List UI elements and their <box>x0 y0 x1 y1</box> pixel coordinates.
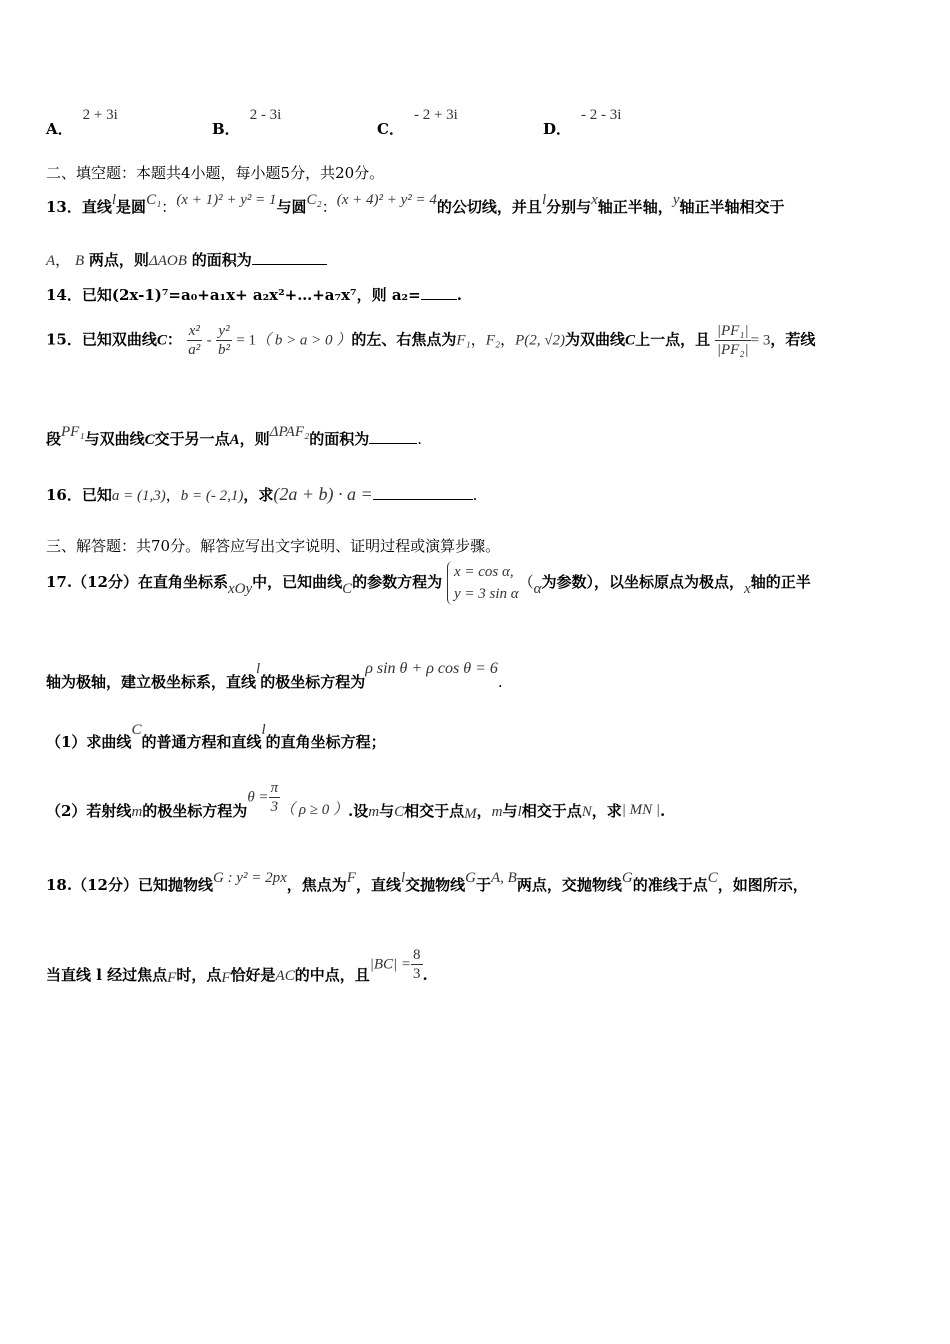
q18-l: l <box>400 870 406 886</box>
q14-answer-blank[interactable] <box>421 298 457 300</box>
option-d-label: D． <box>543 120 572 138</box>
q17-part-2 <box>46 779 666 822</box>
q17-text: 的极坐标方程为 <box>260 673 366 691</box>
q18-bc: |BC| = <box>369 956 412 973</box>
q15-num1: x² <box>188 323 200 339</box>
q17-text: （1）求曲线 <box>46 733 132 751</box>
q13-text: 轴正半轴相交于 <box>679 198 785 216</box>
q18-f: F <box>167 969 177 986</box>
q18-eight-thirds <box>411 946 423 983</box>
q17-theta: θ = <box>247 789 269 806</box>
q13-l: l <box>111 192 117 208</box>
q15-den1: a² <box>188 342 201 358</box>
q17-sys1: x = cos α, <box>453 564 514 580</box>
q17-text: 的参数方程为 <box>352 573 443 591</box>
q15-line-2 <box>46 424 423 449</box>
q17-text: 与 <box>379 801 395 820</box>
q15-text: ，则 <box>239 430 270 448</box>
q18-text: 交抛物线 <box>405 876 466 894</box>
q13-text: 的公切线，并且 <box>436 198 542 216</box>
q15-answer-blank[interactable] <box>369 442 417 444</box>
q15-eq1: = 1 <box>236 332 257 349</box>
q15-f2: F₂ <box>485 332 501 349</box>
q15-text: ，若线 <box>770 330 816 349</box>
q18-g: G <box>621 870 633 886</box>
q13-x: x <box>591 192 598 208</box>
q17-m: m <box>368 803 380 820</box>
q17-point-m: M <box>464 805 477 822</box>
q17-text: 相交于点 <box>404 801 465 820</box>
q17-part-1 <box>46 718 386 751</box>
q15-text: 交于另一点 <box>154 430 230 448</box>
q18-text: 两点，交抛物线 <box>516 876 622 894</box>
q15-text: 上一点，且 <box>635 330 711 349</box>
q16-end: . <box>472 486 478 504</box>
q17-text: ，求 <box>591 801 622 820</box>
q18-text: 的中点，且 <box>294 965 370 984</box>
q14-end: . <box>456 286 462 304</box>
q14-text: 14．已知(2x-1)⁷=a₀+a₁x+ a₂x²+…+a₇x⁷，则 a₂= <box>46 286 421 304</box>
q14-line <box>46 284 462 305</box>
q15-text: ， <box>470 330 486 349</box>
q17-line-2 <box>46 657 503 691</box>
option-d <box>543 103 622 138</box>
q15-text: 的面积为 <box>309 430 370 448</box>
q17-text: 与 <box>502 801 518 820</box>
q13-text: 轴正半轴， <box>597 198 673 216</box>
q18-text: 当直线 l 经过焦点 <box>46 965 168 984</box>
q18-ab: A, B <box>491 870 517 886</box>
q15-frac-x <box>187 322 202 359</box>
q13-y: y <box>672 192 680 208</box>
q13-l: l <box>541 192 547 208</box>
q17-text: ， <box>476 801 492 820</box>
q15-ratio-den: |PF₂| <box>716 342 749 358</box>
q13-text: ： <box>321 198 337 216</box>
q17-text: （ <box>518 573 534 591</box>
q18-text: 于 <box>475 876 491 894</box>
q13-text: 两点，则 <box>88 251 149 269</box>
option-a <box>46 103 118 138</box>
q18-text: 18.（12分）已知抛物线 <box>46 876 213 894</box>
q15-ratio <box>715 322 751 359</box>
q15-text: ： <box>166 330 182 349</box>
q13-line-1 <box>46 192 785 217</box>
q17-end: . <box>497 673 503 691</box>
q15-point-p: P(2, √2) <box>515 332 566 349</box>
q16-vector-b: b = (- 2,1) <box>180 488 244 504</box>
q13-point-a: A <box>46 253 56 269</box>
q13-text: 与圆 <box>276 198 307 216</box>
option-c-expr: - 2 + 3i <box>413 107 458 123</box>
q17-m: m <box>131 803 143 820</box>
q18-f: F <box>221 969 231 986</box>
q15-f1: F₁ <box>456 332 471 349</box>
q15-text: 的左、右焦点为 <box>351 330 457 349</box>
q15-c: C <box>156 332 167 349</box>
q13-c2: C₂ <box>306 192 322 208</box>
q16-line <box>46 484 477 505</box>
q17-text: 的直角坐标方程； <box>265 733 386 751</box>
q15-line-1 <box>46 322 815 359</box>
q16-text: 16．已知 <box>46 486 112 504</box>
q17-text: 为参数），以坐标原点为极点， <box>541 573 745 591</box>
q17-sys2: y = 3 sin α <box>453 586 519 602</box>
q15-den2: b² <box>217 342 230 358</box>
option-c-label: C． <box>377 120 404 138</box>
q13-eq2: (x + 4)² + y² = 4 <box>336 192 437 208</box>
option-b <box>212 103 282 138</box>
q18-text: ，焦点为 <box>286 876 347 894</box>
q16-expr: (2a + b) · a = <box>273 484 373 504</box>
q17-l: l <box>517 803 522 820</box>
q18-den: 3 <box>413 966 421 982</box>
q17-point-n: N <box>581 803 592 820</box>
q18-ac: AC <box>275 967 295 984</box>
q17-l: l <box>256 661 261 677</box>
q15-text: 与双曲线 <box>84 430 145 448</box>
option-d-expr: - 2 - 3i <box>581 107 622 123</box>
q17-parametric-system <box>447 561 519 605</box>
q17-text: .设 <box>348 801 369 820</box>
option-a-expr: 2 + 3i <box>82 107 118 123</box>
q17-text: 轴的正半 <box>750 573 811 591</box>
q18-text: ，如图所示， <box>717 876 808 894</box>
q15-c: C <box>144 432 155 448</box>
q13-text: ， <box>55 251 71 269</box>
q13-text: ： <box>161 198 177 216</box>
q17-pi-over-3 <box>269 779 281 816</box>
q17-text: 中，已知曲线 <box>252 573 343 591</box>
q18-text: 恰好是 <box>230 965 276 984</box>
q17-c: C <box>342 581 353 597</box>
q18-text: ，直线 <box>355 876 401 894</box>
section-3-heading: 三、解答题：共70分。解答应写出文字说明、证明过程或演算步骤。 <box>46 537 501 555</box>
q15-text: 段 <box>46 430 62 448</box>
q18-text: 的准线于点 <box>632 876 708 894</box>
q16-text: ， <box>165 486 181 504</box>
option-c <box>377 103 458 138</box>
option-a-label: A． <box>46 120 73 138</box>
section-2-heading: 二、填空题：本题共4小题，每小题5分，共20分。 <box>46 164 385 182</box>
q15-pf1: PF₁ <box>61 424 85 440</box>
q18-f: F <box>346 870 356 886</box>
q18-line-1 <box>46 866 808 894</box>
q13-answer-blank[interactable] <box>252 263 327 265</box>
q13-point-b: B <box>74 253 85 269</box>
q13-eq1: (x + 1)² + y² = 1 <box>176 192 277 208</box>
q17-xoy: xOy <box>227 581 253 597</box>
q18-parabola: G : y² = 2px <box>212 870 287 886</box>
q17-text: 的极坐标方程为 <box>142 801 248 820</box>
q15-point-a: A <box>229 432 240 448</box>
q15-eq3: = 3 <box>750 332 771 349</box>
q15-text: 15．已知双曲线 <box>46 330 157 349</box>
q18-end: . <box>422 965 428 984</box>
q17-text: 的普通方程和直线 <box>141 733 262 751</box>
q17-three: 3 <box>270 799 279 815</box>
q17-text: 轴为极轴，建立极坐标系，直线 <box>46 673 257 691</box>
q13-text: 分别与 <box>546 198 592 216</box>
q16-text: ，求 <box>243 486 274 504</box>
q17-c: C <box>394 803 405 820</box>
q17-m: m <box>491 803 503 820</box>
q15-ratio-num: |PF₁| <box>716 323 749 339</box>
q13-text: 是圆 <box>116 198 147 216</box>
q13-text: 13．直线 <box>46 198 112 216</box>
q17-mn: | MN | <box>621 801 660 818</box>
q15-text: ， <box>500 330 516 349</box>
q13-line-2 <box>46 249 327 270</box>
q18-line-2 <box>46 946 428 986</box>
q16-vector-a: a = (1,3) <box>111 488 166 504</box>
q17-text: （2）若射线 <box>46 801 132 820</box>
q17-l: l <box>261 722 266 738</box>
q15-condition: （ b > a > 0 ） <box>256 332 352 349</box>
q15-frac-y <box>216 322 231 359</box>
q17-alpha: α <box>533 581 542 597</box>
q17-line-1 <box>46 561 811 605</box>
q17-polar-eq: ρ sin θ + ρ cos θ = 6 <box>365 660 498 677</box>
q15-c: C <box>625 332 636 349</box>
q17-text: 17.（12分）在直角坐标系 <box>46 573 228 591</box>
q17-text: . <box>659 801 666 820</box>
q17-rho: （ ρ ≥ 0 ） <box>280 801 349 818</box>
q15-end: . <box>417 430 423 448</box>
q17-text: 相交于点 <box>521 801 582 820</box>
option-b-expr: 2 - 3i <box>249 107 282 123</box>
q16-answer-blank[interactable] <box>373 498 473 500</box>
q15-text: 为双曲线 <box>565 330 626 349</box>
q17-x: x <box>744 581 751 597</box>
q18-num: 8 <box>413 947 421 963</box>
q15-minus: - <box>206 332 212 349</box>
q17-c: C <box>131 722 142 738</box>
q18-g: G <box>465 870 476 886</box>
q13-triangle: ΔAOB <box>148 253 187 269</box>
q17-pi: π <box>270 780 279 796</box>
q15-num2: y² <box>218 323 230 339</box>
q13-text: 的面积为 <box>191 251 252 269</box>
q13-c1: C₁ <box>146 192 162 208</box>
q18-c: C <box>707 870 718 886</box>
q18-text: 时，点 <box>176 965 222 984</box>
q15-triangle: ΔPAF₂ <box>269 424 310 440</box>
option-b-label: B． <box>212 120 240 138</box>
